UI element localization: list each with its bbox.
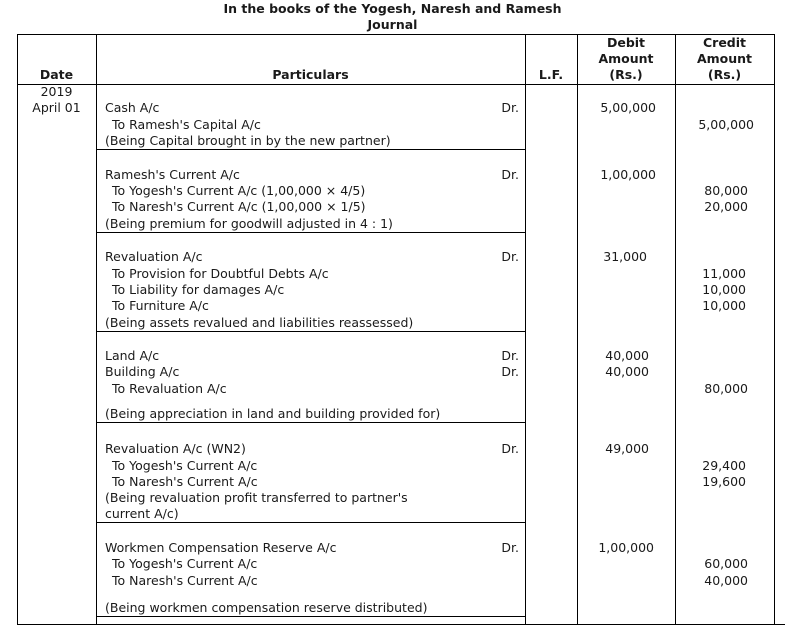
entry-6-narration: (Being workmen compensation reserve distributed) (105, 600, 428, 615)
header-debit-line1: Debit (606, 35, 646, 50)
entry-2-line-1: Ramesh's Current A/c (105, 167, 240, 182)
entry-2-line-3: To Naresh's Current A/c (1,00,000 × 1/5) (112, 199, 366, 214)
entry-3-credit-3: 10,000 (702, 298, 746, 313)
header-debit-line2: Amount (598, 51, 654, 66)
entry-3-debit: 31,000 (603, 249, 647, 264)
entry-3-line-2: To Provision for Doubtful Debts A/c (112, 266, 329, 281)
header-lf: L.F. (538, 67, 564, 82)
entry-separator (96, 522, 526, 523)
entry-3-credit-1: 11,000 (702, 266, 746, 281)
entry-4-debit-1: 40,000 (605, 348, 649, 363)
col-rule-particulars (525, 34, 526, 625)
header-debit-line3: (Rs.) (609, 67, 643, 82)
entry-3-line-1: Revaluation A/c (105, 249, 203, 264)
entry-1-line-2: To Ramesh's Capital A/c (112, 117, 261, 132)
entry-5-credit-2: 19,600 (702, 474, 746, 489)
entry-3-line-4: To Furniture A/c (112, 298, 209, 313)
entry-2-dr: Dr. (501, 167, 519, 182)
entry-4-dr-2: Dr. (501, 364, 519, 379)
entry-5-credit-1: 29,400 (702, 458, 746, 473)
date-year: 2019 (40, 84, 73, 99)
entry-4-line-2: Building A/c (105, 364, 180, 379)
entry-3-dr: Dr. (501, 249, 519, 264)
entry-separator (96, 422, 526, 423)
entry-1-credit: 5,00,000 (698, 117, 754, 132)
entry-6-line-1: Workmen Compensation Reserve A/c (105, 540, 337, 555)
entry-5-narration-1: (Being revaluation profit transferred to partner's (105, 490, 408, 505)
entry-2-line-2: To Yogesh's Current A/c (1,00,000 × 4/5) (112, 183, 366, 198)
header-date: Date (39, 67, 74, 82)
entry-2-credit-1: 80,000 (704, 183, 748, 198)
header-particulars: Particulars (272, 67, 349, 82)
col-rule-lf (577, 34, 578, 625)
entry-4-dr-1: Dr. (501, 348, 519, 363)
entry-5-line-3: To Naresh's Current A/c (112, 474, 258, 489)
entry-6-credit-2: 40,000 (704, 573, 748, 588)
journal-subheading: Journal (367, 17, 418, 32)
col-rule-date (96, 34, 97, 625)
entry-2-narration: (Being premium for goodwill adjusted in 4 : 1) (105, 216, 393, 231)
entry-5-narration-2: current A/c) (105, 506, 179, 521)
col-rule-right (774, 34, 775, 625)
entry-3-credit-2: 10,000 (702, 282, 746, 297)
entry-1-dr: Dr. (501, 100, 519, 115)
entry-separator (96, 616, 526, 617)
header-credit-line1: Credit (702, 35, 747, 50)
table-bottom-rule (17, 624, 785, 625)
entry-5-line-1: Revaluation A/c (WN2) (105, 441, 246, 456)
entry-1-narration: (Being Capital brought in by the new partner) (105, 133, 391, 148)
entry-separator (96, 232, 526, 233)
entry-6-dr: Dr. (501, 540, 519, 555)
entry-5-debit: 49,000 (605, 441, 649, 456)
entry-6-debit: 1,00,000 (598, 540, 654, 555)
entry-4-narration: (Being appreciation in land and building provided for) (105, 406, 441, 421)
entry-6-line-2: To Yogesh's Current A/c (112, 556, 258, 571)
entry-1-line-1: Cash A/c (105, 100, 160, 115)
entry-4-line-3: To Revaluation A/c (112, 381, 227, 396)
entry-5-line-2: To Yogesh's Current A/c (112, 458, 258, 473)
entry-2-debit: 1,00,000 (600, 167, 656, 182)
entry-3-narration: (Being assets revalued and liabilities reassessed) (105, 315, 414, 330)
journal-heading: In the books of the Yogesh, Naresh and Ramesh (223, 1, 562, 16)
entry-1-debit: 5,00,000 (600, 100, 656, 115)
entry-4-credit: 80,000 (704, 381, 748, 396)
entry-6-line-3: To Naresh's Current A/c (112, 573, 258, 588)
entry-4-line-1: Land A/c (105, 348, 160, 363)
entry-2-credit-2: 20,000 (704, 199, 748, 214)
entry-3-line-3: To Liability for damages A/c (112, 282, 285, 297)
date-day: April 01 (32, 100, 81, 115)
header-credit-line3: (Rs.) (707, 67, 742, 82)
col-rule-left (17, 34, 18, 625)
entry-4-debit-2: 40,000 (605, 364, 649, 379)
header-rule (17, 84, 775, 85)
entry-separator (96, 149, 526, 150)
entry-6-credit-1: 60,000 (704, 556, 748, 571)
header-credit-line2: Amount (696, 51, 753, 66)
entry-5-dr: Dr. (501, 441, 519, 456)
entry-separator (96, 331, 526, 332)
